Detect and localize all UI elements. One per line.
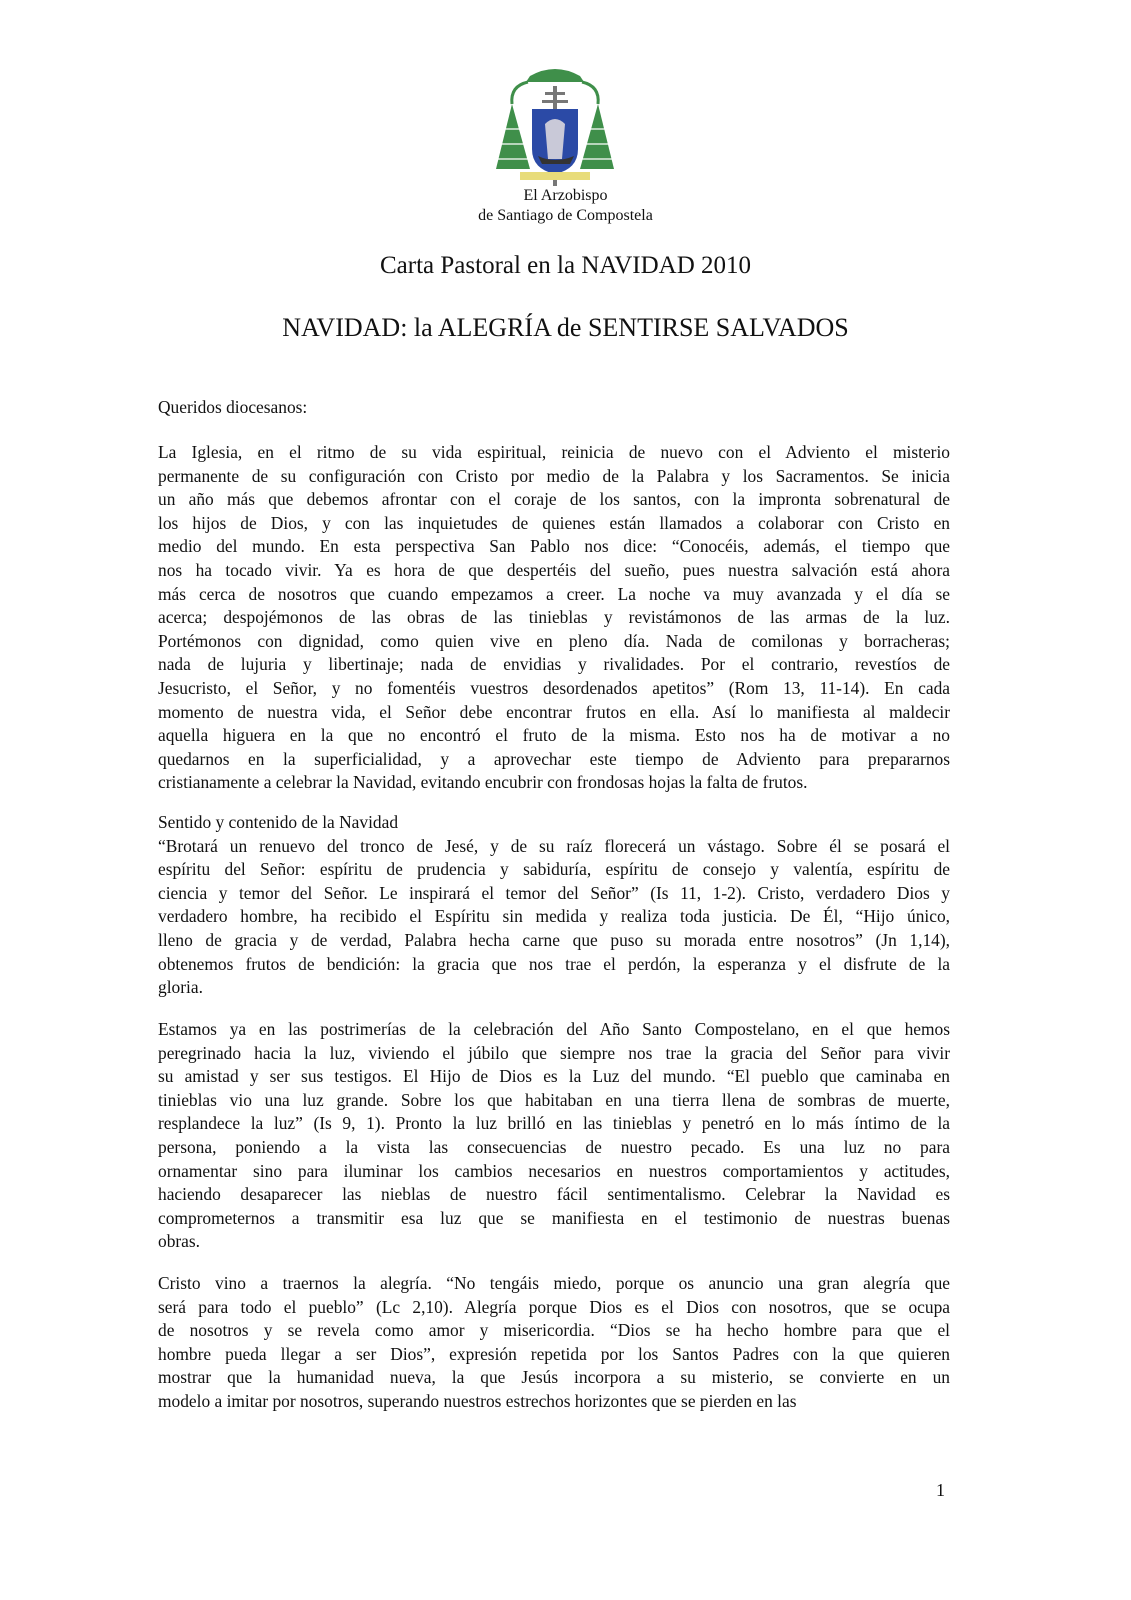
text-line: obtenemos frutos de bendición: la gracia que nos trae el perdón, la esperanza y el disfrute de la xyxy=(158,953,950,974)
text-line: obras. xyxy=(158,1231,201,1252)
issuer-line-2: de Santiago de Compostela xyxy=(478,207,653,224)
text-line: La Iglesia, en el ritmo de su vida espiritual, reinicia de nuevo con el Adviento el misterio xyxy=(158,442,950,462)
text-line: su amistad y ser sus testigos. El Hijo de Dios es la Luz del mundo. “El pueblo que caminaba en xyxy=(158,1066,950,1087)
text-line: cristianamente a celebrar la Navidad, evitando encubrir con frondosas hojas la falta de frutos. xyxy=(158,772,808,793)
text-line: resplandece la luz” (Is 9, 1). Pronto la luz brilló en las tinieblas y penetró en lo más íntimo de la xyxy=(158,1113,950,1134)
text-line: nada de lujuria y libertinaje; nada de envidias y rivalidades. Por el contrario, revestíos de xyxy=(158,654,950,675)
text-line: modelo a imitar por nosotros, superando nuestros estrechos horizontes que se pierden en las xyxy=(158,1390,797,1411)
text-line: haciendo desaparecer las nieblas de nuestro fácil sentimentalismo. Celebrar la Navidad es xyxy=(158,1184,950,1205)
text-line: acerca; despojémonos de las obras de las tinieblas y revistámonos de las armas de la luz. xyxy=(158,607,950,628)
document-title: Carta Pastoral en la NAVIDAD 2010 xyxy=(380,252,751,279)
text-line: ornamentar sino para iluminar los cambios necesarios en nuestros comportamientos y actitudes, xyxy=(158,1160,950,1181)
text-line: “Brotará un renuevo del tronco de Jesé, y de su raíz florecerá un vástago. Sobre él se posará el xyxy=(158,835,950,856)
text-line: verdadero hombre, ha recibido el Espíritu sin medida y realiza toda justicia. De Él, “Hijo único, xyxy=(158,906,950,927)
paragraph-3 xyxy=(158,1018,950,1254)
text-line: aquella higuera en la que no encontró el fruto de la misma. Esto nos ha de motivar a no xyxy=(158,725,950,746)
text-line: quedarnos en la superficialidad, y a aprovechar este tiempo de Adviento para prepararnos xyxy=(158,748,950,769)
text-line: peregrinado hacia la luz, viviendo el júbilo que siempre nos trae la gracia del Señor para vivir xyxy=(158,1042,950,1063)
text-line: Estamos ya en las postrimerías de la celebración del Año Santo Compostelano, en el que hemos xyxy=(158,1019,950,1039)
text-line: Portémonos con dignidad, como quien vive en pleno día. Nada de comilonas y borracheras; xyxy=(158,630,950,651)
paragraph-1 xyxy=(158,441,950,795)
text-line: espíritu del Señor: espíritu de prudencia y sabiduría, espíritu de consejo y valentía, espíritu de xyxy=(158,859,950,880)
page-number: 1 xyxy=(936,1480,945,1500)
text-line: comprometernos a transmitir esa luz que se manifiesta en el testimonio de nuestras buenas xyxy=(158,1207,950,1228)
text-line: lleno de gracia y de verdad, Palabra hecha carne que puso su morada entre nosotros” (Jn 1,14), xyxy=(158,929,950,950)
text-line: Jesucristo, el Señor, y no fomentéis vuestros desordenados apetitos” (Rom 13, 11-14). En cada xyxy=(158,677,950,698)
text-line: medio del mundo. En esta perspectiva San Pablo nos dice: “Conocéis, además, el tiempo que xyxy=(158,536,950,557)
paragraph-2 xyxy=(158,811,950,1000)
text-line: hombre pueda llegar a ser Dios”, expresión repetida por los Santos Padres con la que quieren xyxy=(158,1343,950,1364)
text-line: mostrar que la humanidad nueva, la que Jesús incorpora a su misterio, se convierte en un xyxy=(158,1367,950,1388)
section-heading: Sentido y contenido de la Navidad xyxy=(158,812,399,832)
text-line: nos ha tocado vivir. Ya es hora de que despertéis del sueño, pues nuestra salvación está ahora xyxy=(158,559,950,580)
text-line: gloria. xyxy=(158,977,203,998)
text-line: tinieblas vio una luz grande. Sobre los que habitaban en una tierra llena de sombras de muerte, xyxy=(158,1089,950,1110)
issuer-line-1: El Arzobispo xyxy=(523,187,608,204)
text-line: persona, poniendo a la vista las consecuencias de nuestro pecado. Es una luz no para xyxy=(158,1136,950,1157)
text-line: más cerca de nosotros que cuando empezamos a creer. La noche va muy avanzada y el día se xyxy=(158,583,950,604)
greeting: Queridos diocesanos: xyxy=(158,397,308,417)
text-line: los hijos de Dios, y con las inquietudes de quienes están llamados a colaborar con Cristo en xyxy=(158,512,950,533)
document-subtitle: NAVIDAD: la ALEGRÍA de SENTIRSE SALVADOS xyxy=(282,313,849,342)
text-line: ciencia y temor del Señor. Le inspirará el temor del Señor” (Is 11, 1-2). Cristo, verdadero Dios y xyxy=(158,882,950,903)
text-line: momento de nuestra vida, el Señor debe encontrar frutos en ella. Así lo manifiesta al maldecir xyxy=(158,701,950,722)
text-line: un año más que debemos afrontar con el coraje de los santos, con la impronta sobrenatural de xyxy=(158,489,950,510)
text-line: será para todo el pueblo” (Lc 2,10). Alegría porque Dios es el Dios con nosotros, que se ocupa xyxy=(158,1296,950,1317)
text-line: permanente de su configuración con Cristo por medio de la Palabra y los Sacramentos. Se inicia xyxy=(158,465,950,486)
paragraph-4 xyxy=(158,1272,950,1414)
text-line: Cristo vino a traernos la alegría. “No tengáis miedo, porque os anuncio una gran alegría que xyxy=(158,1273,950,1293)
archbishop-coat-of-arms-logo xyxy=(490,64,620,189)
text-line: de nosotros y se revela como amor y misericordia. “Dios se ha hecho hombre para que el xyxy=(158,1320,950,1341)
